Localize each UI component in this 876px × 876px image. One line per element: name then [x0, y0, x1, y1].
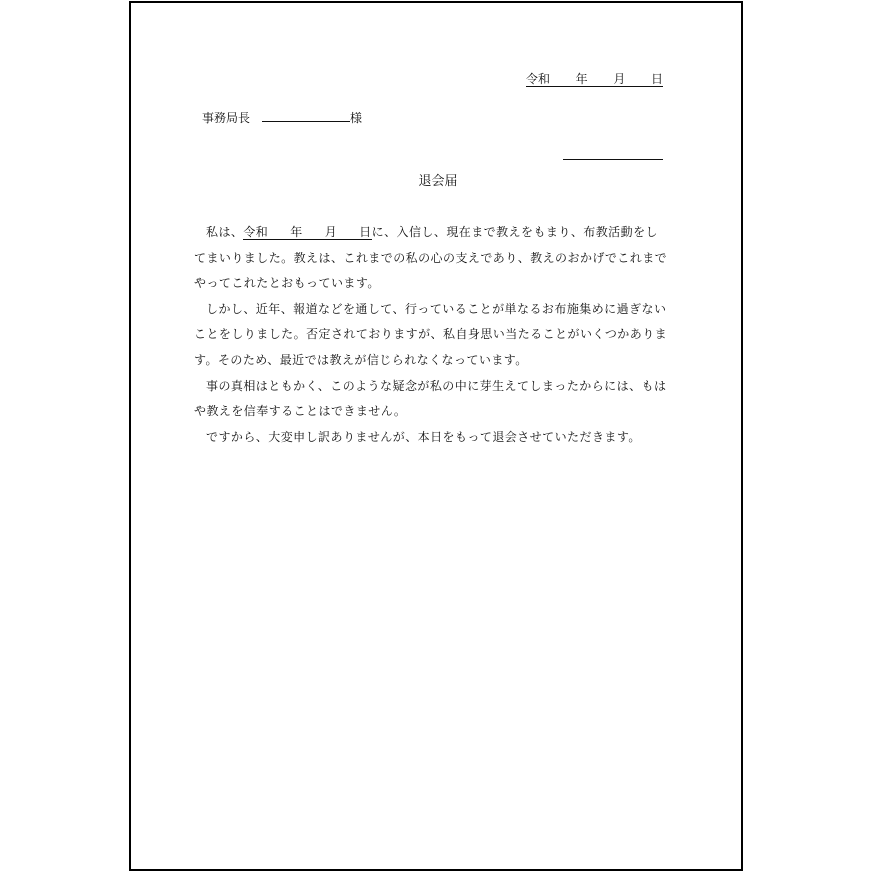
document-title: 退会届 — [418, 174, 458, 189]
body-line: ことをしりました。否定されておりますが、私自身思い当たることがいくつかありま — [194, 327, 668, 342]
addressee-line — [202, 111, 362, 125]
body-join-date: 令和 年 月 日 — [243, 225, 372, 239]
body-p1-rest: に、入信し、現在まで教えをもまり、布教活動をし — [371, 225, 658, 239]
date-line — [526, 73, 663, 87]
body-line: 事の真相はともかく、このような疑念が私の中に芽生えてしまったからには、もは — [206, 378, 667, 393]
body-p1-start: 私は、 — [206, 225, 244, 239]
sender-name-blank — [563, 159, 663, 160]
body-line: や教えを信奉することはできません。 — [194, 404, 407, 419]
addressee-name-blank — [262, 111, 350, 122]
addressee-suffix: 様 — [350, 111, 363, 125]
body-line: てまいりました。教えは、これまでの私の心の支えであり、教えのおかげでこれまで — [194, 250, 668, 265]
body-line: しかし、近年、報道などを通して、行っていることが単なるお布施集めに過ぎない — [206, 301, 667, 316]
document-body — [194, 225, 674, 455]
date-year-label: 年 — [575, 72, 588, 86]
addressee-title: 事務局長 — [202, 111, 251, 125]
body-line: やってこれたとおもっています。 — [194, 276, 380, 291]
document-page — [129, 1, 743, 871]
date-month-label: 月 — [613, 72, 626, 86]
date-era: 令和 — [526, 72, 551, 86]
body-line: ですから、大変申し訳ありませんが、本日をもって退会させていただきます。 — [206, 429, 641, 444]
body-line — [194, 225, 674, 251]
body-line: す。そのため、最近では教えが信じられなくなっています。 — [194, 352, 528, 367]
date-day-label: 日 — [650, 72, 663, 86]
